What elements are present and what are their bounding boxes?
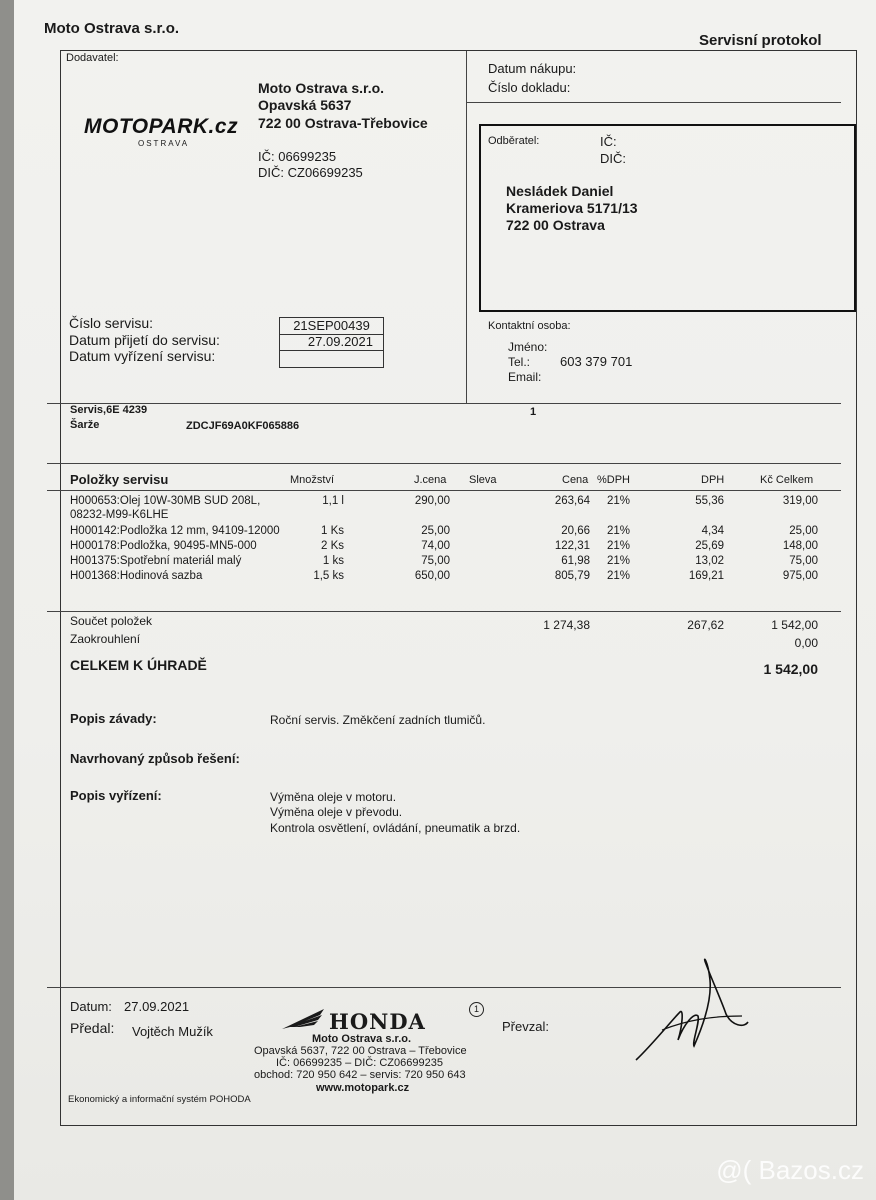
item-unit: 290,00 xyxy=(414,495,450,507)
supplier-street: Opavská 5637 xyxy=(258,97,352,113)
footer-handed-label: Předal: xyxy=(70,1020,115,1036)
supplier-ic: IČ: 06699235 xyxy=(258,149,337,164)
item-desc: H001368:Hodinová sazba xyxy=(70,570,203,582)
defect-label: Popis závady: xyxy=(70,711,157,726)
motopark-logo-sub: OSTRAVA xyxy=(138,139,190,148)
customer-ic-label: IČ: xyxy=(600,134,617,149)
item-price: 263,64 xyxy=(554,495,590,507)
item-desc: H000142:Podložka 12 mm, 94109-12000 xyxy=(70,525,280,537)
item-qty: 1 Ks xyxy=(320,525,344,537)
divider-purchase xyxy=(466,102,841,103)
item-desc: H000653:Olej 10W-30MB SUD 208L, xyxy=(70,495,261,507)
divider-vehicle xyxy=(47,403,841,404)
item-price: 61,98 xyxy=(561,555,590,567)
company-header: Moto Ostrava s.r.o. xyxy=(44,20,180,37)
item-vat-rate: 21% xyxy=(607,495,631,507)
rounding-label: Zaokrouhlení xyxy=(70,632,141,646)
document-sheet xyxy=(14,0,876,1200)
defect-text: Roční servis. Změkčení zadních tlumičů. xyxy=(270,713,486,727)
item-vat: 169,21 xyxy=(688,570,724,582)
stamp-address: Opavská 5637, 722 00 Ostrava – Třebovice xyxy=(254,1045,467,1057)
stamp-mark: 1 xyxy=(469,1002,484,1017)
item-qty: 1,1 l xyxy=(322,495,344,507)
honda-logo: HONDA xyxy=(329,1009,426,1034)
footer-received-label: Převzal: xyxy=(502,1019,549,1034)
items-col-qty: Množství xyxy=(290,474,335,486)
honda-wing-icon xyxy=(280,1005,328,1031)
customer-dic-label: DIČ: xyxy=(600,151,626,166)
contact-email-label: Email: xyxy=(508,370,542,384)
system-note: Ekonomický a informační systém POHODA xyxy=(68,1094,251,1105)
item-desc: H001375:Spotřební materiál malý xyxy=(70,555,242,567)
contact-tel: 603 379 701 xyxy=(560,354,633,369)
supplier-name: Moto Ostrava s.r.o. xyxy=(258,80,385,96)
purchase-doc-label: Číslo dokladu: xyxy=(488,80,571,95)
document-type: Servisní protokol xyxy=(699,32,822,49)
supplier-label: Dodavatel: xyxy=(66,52,119,64)
items-col-total: Kč Celkem xyxy=(760,474,814,486)
item-total: 25,00 xyxy=(789,525,818,537)
footer-handed: Vojtěch Mužík xyxy=(132,1024,213,1039)
customer-city: 722 00 Ostrava xyxy=(506,217,605,233)
sum-vat: 267,62 xyxy=(687,618,724,632)
item-price: 20,66 xyxy=(561,525,590,537)
item-qty: 1 ks xyxy=(322,555,344,567)
sum-total: 1 542,00 xyxy=(771,618,818,632)
item-vat-rate: 21% xyxy=(607,570,631,582)
item-price: 122,31 xyxy=(554,540,590,552)
footer-date-label: Datum: xyxy=(70,999,112,1014)
item-unit: 74,00 xyxy=(421,540,450,552)
item-qty: 1,5 ks xyxy=(313,570,344,582)
purchase-date-label: Datum nákupu: xyxy=(488,61,577,76)
solution-label: Navrhovaný způsob řešení: xyxy=(70,751,240,766)
item-vat: 4,34 xyxy=(701,525,724,537)
vehicle-sarze-label: Šarže xyxy=(70,419,100,431)
customer-name: Nesládek Daniel xyxy=(506,183,614,199)
vehicle-page: 1 xyxy=(530,406,537,418)
item-total: 319,00 xyxy=(782,495,818,507)
item-desc: H000178:Podložka, 90495-MN5-000 xyxy=(70,540,257,552)
vehicle-servis: Servis,6E 4239 xyxy=(70,404,148,416)
item-unit: 25,00 xyxy=(421,525,450,537)
service-done-label: Datum vyřízení servisu: xyxy=(69,348,216,364)
items-col-price: Cena xyxy=(562,474,589,486)
sum-label: Součet položek xyxy=(70,614,153,628)
item-desc-line2: 08232-M99-K6LHE xyxy=(70,509,169,521)
resolution-line: Výměna oleje v převodu. xyxy=(270,805,403,819)
divider-vertical xyxy=(466,51,467,403)
stamp-phones: obchod: 720 950 642 – servis: 720 950 643 xyxy=(254,1069,466,1081)
resolution-line: Výměna oleje v motoru. xyxy=(270,790,397,804)
signature-graphic xyxy=(632,950,752,1065)
item-price: 805,79 xyxy=(554,570,590,582)
service-done-value xyxy=(279,351,384,368)
item-vat-rate: 21% xyxy=(607,540,631,552)
supplier-city: 722 00 Ostrava-Třebovice xyxy=(258,115,428,131)
service-received-label: Datum přijetí do servisu: xyxy=(69,332,220,348)
contact-label: Kontaktní osoba: xyxy=(488,320,571,332)
item-unit: 75,00 xyxy=(421,555,450,567)
service-received: 27.09.2021 xyxy=(279,334,384,351)
stamp-ids: IČ: 06699235 – DIČ: CZ06699235 xyxy=(276,1057,443,1069)
item-vat-rate: 21% xyxy=(607,555,631,567)
stamp-company: Moto Ostrava s.r.o. xyxy=(312,1033,412,1045)
divider-items-header xyxy=(47,490,841,491)
customer-label: Odběratel: xyxy=(488,135,540,147)
resolution-label: Popis vyřízení: xyxy=(70,788,162,803)
motopark-logo: MOTOPARK.cz xyxy=(84,115,239,138)
item-vat: 13,02 xyxy=(695,555,724,567)
item-vat: 55,36 xyxy=(695,495,724,507)
divider-items xyxy=(47,463,841,464)
contact-tel-label: Tel.: xyxy=(508,355,531,369)
items-col-desc: Položky servisu xyxy=(70,472,169,487)
supplier-dic: DIČ: CZ06699235 xyxy=(258,165,363,180)
divider-totals xyxy=(47,611,841,612)
item-vat: 25,69 xyxy=(695,540,724,552)
resolution-line: Kontrola osvětlení, ovládání, pneumatik a brzd. xyxy=(270,821,521,835)
rounding-value: 0,00 xyxy=(794,636,818,650)
item-qty: 2 Ks xyxy=(320,540,344,552)
bazos-watermark: @( Bazos.cz xyxy=(716,1155,864,1185)
sum-price: 1 274,38 xyxy=(543,618,590,632)
items-col-unit: J.cena xyxy=(414,474,447,486)
items-col-vat: DPH xyxy=(701,474,725,486)
item-total: 975,00 xyxy=(782,570,818,582)
total-due-label: CELKEM K ÚHRADĚ xyxy=(70,657,207,673)
total-due: 1 542,00 xyxy=(763,661,818,677)
items-col-vat-rate: %DPH xyxy=(597,474,631,486)
customer-street: Krameriova 5171/13 xyxy=(506,200,638,216)
contact-name-label: Jméno: xyxy=(508,340,548,354)
service-number: 21SEP00439 xyxy=(279,317,384,335)
items-col-discount: Sleva xyxy=(469,474,497,486)
service-number-label: Číslo servisu: xyxy=(69,315,154,331)
stamp-web: www.motopark.cz xyxy=(316,1082,410,1094)
item-unit: 650,00 xyxy=(414,570,450,582)
footer-date: 27.09.2021 xyxy=(124,999,190,1014)
item-vat-rate: 21% xyxy=(607,525,631,537)
item-total: 75,00 xyxy=(789,555,818,567)
item-total: 148,00 xyxy=(782,540,818,552)
vehicle-sarze: ZDCJF69A0KF065886 xyxy=(186,420,300,432)
